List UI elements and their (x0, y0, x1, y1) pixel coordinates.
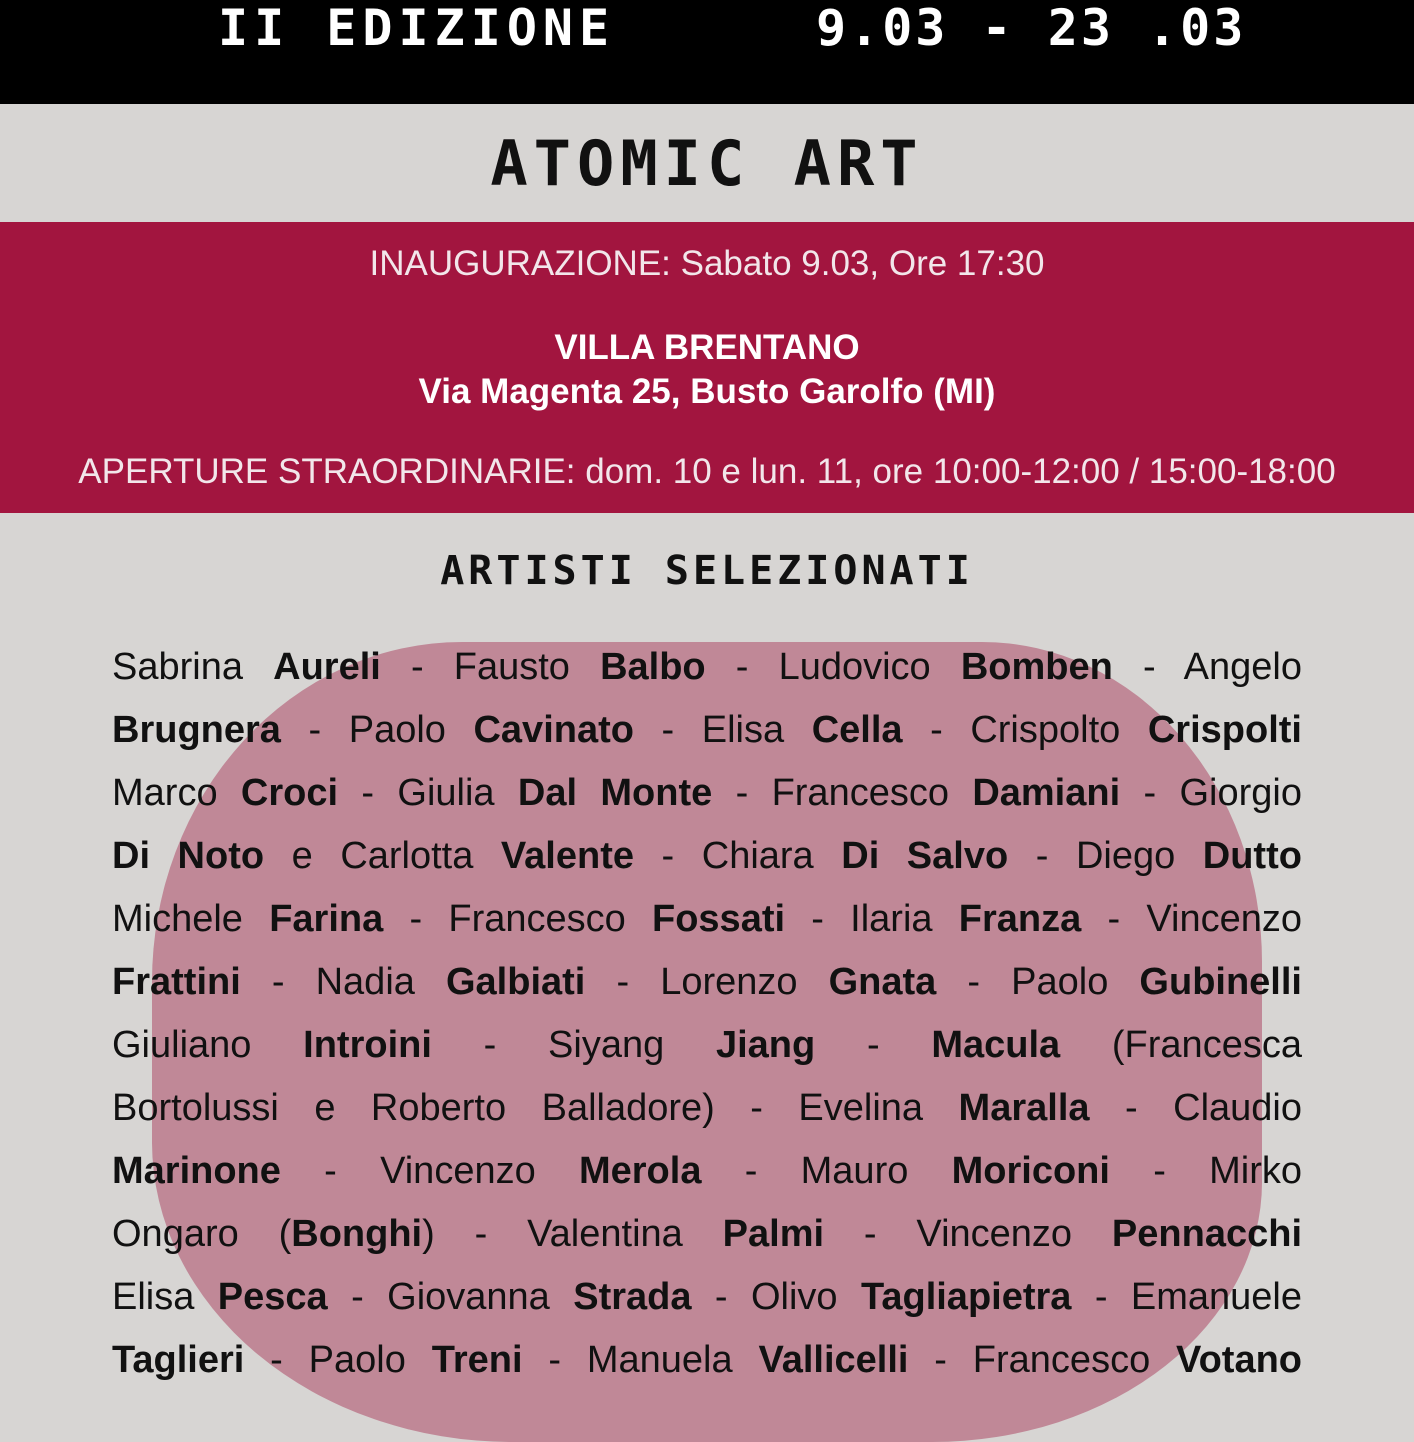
artist-surname: Introini (303, 1024, 432, 1066)
artist-surname: Dutto (1202, 835, 1302, 877)
artist-surname: Brugnera (112, 709, 281, 751)
artist-text: - Lorenzo (585, 961, 829, 1003)
edition-label: II EDIZIONE (218, 0, 616, 57)
artist-text: - Crispolto (902, 709, 1148, 751)
artist-text: - Mirko (1109, 1150, 1302, 1192)
artist-text: - Claudio (1089, 1087, 1302, 1129)
artists-list (112, 636, 1302, 1392)
artist-text: Giuliano (112, 1024, 304, 1066)
artist-text: - Manuela (522, 1339, 759, 1381)
artist-surname: Valente (500, 835, 634, 877)
artist-line (112, 762, 1302, 825)
artist-text: - (815, 1024, 932, 1066)
artist-surname: Cavinato (473, 709, 634, 751)
artist-surname: Palmi (722, 1213, 825, 1255)
artist-text: ) - Valentina (422, 1213, 723, 1255)
artist-line (112, 636, 1302, 699)
artist-surname: Tagliapietra (860, 1276, 1072, 1318)
inauguration-text: INAUGURAZIONE: Sabato 9.03, Ore 17:30 (369, 244, 1045, 283)
artist-surname: Marinone (112, 1150, 281, 1192)
artist-text: - Paolo (936, 961, 1140, 1003)
artist-text: - Vincenzo (280, 1150, 579, 1192)
artist-text: - Angelo (1112, 646, 1302, 688)
artist-surname: Pesca (217, 1276, 328, 1318)
artist-surname: Dal Monte (517, 772, 713, 814)
artist-surname: Jiang (715, 1024, 816, 1066)
artist-text: - Emanuele (1071, 1276, 1302, 1318)
artist-text: Ongaro ( (112, 1213, 292, 1255)
artist-line (112, 1014, 1302, 1077)
artist-text: - Francesco (712, 772, 973, 814)
artist-text: - Mauro (701, 1150, 952, 1192)
artist-surname: Croci (240, 772, 339, 814)
artist-text: - Fausto (380, 646, 601, 688)
event-title: ATOMIC ART (490, 126, 924, 200)
header-bar (0, 0, 1414, 104)
artists-section-title: ARTISTI SELEZIONATI (440, 548, 974, 594)
artist-text: - Ilaria (785, 898, 959, 940)
artist-text: - Olivo (691, 1276, 861, 1318)
artist-line (112, 951, 1302, 1014)
artist-text: - Siyang (431, 1024, 716, 1066)
artist-text: - Francesco (908, 1339, 1177, 1381)
artist-line (112, 1266, 1302, 1329)
artist-line (112, 1077, 1302, 1140)
date-range: 9.03 - 23 .03 (816, 0, 1247, 57)
artist-surname: Vallicelli (758, 1339, 909, 1381)
venue-address: Via Magenta 25, Busto Garolfo (MI) (418, 372, 996, 411)
artist-text: Marco (112, 772, 241, 814)
artist-surname: Gubinelli (1139, 961, 1302, 1003)
artist-surname: Bomben (960, 646, 1113, 688)
artist-text: - Diego (1008, 835, 1203, 877)
artist-surname: Crispolti (1147, 709, 1302, 751)
artist-text: - Ludovico (705, 646, 961, 688)
artist-surname: Merola (578, 1150, 702, 1192)
artist-line (112, 1329, 1302, 1392)
artist-surname: Treni (431, 1339, 523, 1381)
artist-surname: Frattini (112, 961, 241, 1003)
artist-text: - Elisa (633, 709, 812, 751)
artist-surname: Di Salvo (841, 835, 1009, 877)
info-band (0, 222, 1414, 513)
artist-line (112, 1140, 1302, 1203)
artist-text: Bortolussi e Roberto Balladore) - Evelina (112, 1087, 959, 1129)
artist-text: - Vincenzo (1081, 898, 1302, 940)
artist-surname: Franza (958, 898, 1082, 940)
artist-surname: Moriconi (951, 1150, 1110, 1192)
artist-text: - Francesco (383, 898, 652, 940)
artist-surname: Aureli (273, 646, 381, 688)
artist-line (112, 888, 1302, 951)
artist-text: - Vincenzo (824, 1213, 1112, 1255)
artist-text: - Nadia (240, 961, 446, 1003)
artist-text: - Giorgio (1120, 772, 1302, 814)
artist-surname: Taglieri (112, 1339, 245, 1381)
artist-line (112, 825, 1302, 888)
artist-surname: Fossati (652, 898, 786, 940)
artist-surname: Pennacchi (1111, 1213, 1302, 1255)
artist-line (112, 1203, 1302, 1266)
artist-line (112, 699, 1302, 762)
artist-text: (Francesca (1060, 1024, 1302, 1066)
artist-text: Michele (112, 898, 270, 940)
special-openings-text: APERTURE STRAORDINARIE: dom. 10 e lun. 11, ore 10:00-12:00 / 15:00-18:00 (78, 452, 1336, 491)
artist-text: e Carlotta (264, 835, 501, 877)
artist-surname: Macula (931, 1024, 1061, 1066)
artist-surname: Maralla (958, 1087, 1090, 1129)
venue-name: VILLA BRENTANO (554, 328, 860, 367)
artist-surname: Di Noto (112, 835, 265, 877)
artist-text: - Paolo (244, 1339, 432, 1381)
artist-surname: Balbo (600, 646, 706, 688)
artist-surname: Strada (573, 1276, 692, 1318)
artist-surname: Damiani (972, 772, 1121, 814)
venue-block (0, 326, 1414, 414)
artist-text: Sabrina (112, 646, 274, 688)
artist-surname: Galbiati (445, 961, 586, 1003)
artist-surname: Farina (269, 898, 384, 940)
artist-surname: Gnata (828, 961, 937, 1003)
artist-text: - Giulia (338, 772, 518, 814)
artist-surname: Votano (1176, 1339, 1302, 1381)
artist-surname: Bonghi (291, 1213, 423, 1255)
artist-text: - Chiara (634, 835, 842, 877)
title-band (0, 104, 1414, 222)
artist-text: - Giovanna (327, 1276, 574, 1318)
artist-text: Elisa (112, 1276, 218, 1318)
artist-surname: Cella (811, 709, 903, 751)
artist-text: - Paolo (280, 709, 474, 751)
